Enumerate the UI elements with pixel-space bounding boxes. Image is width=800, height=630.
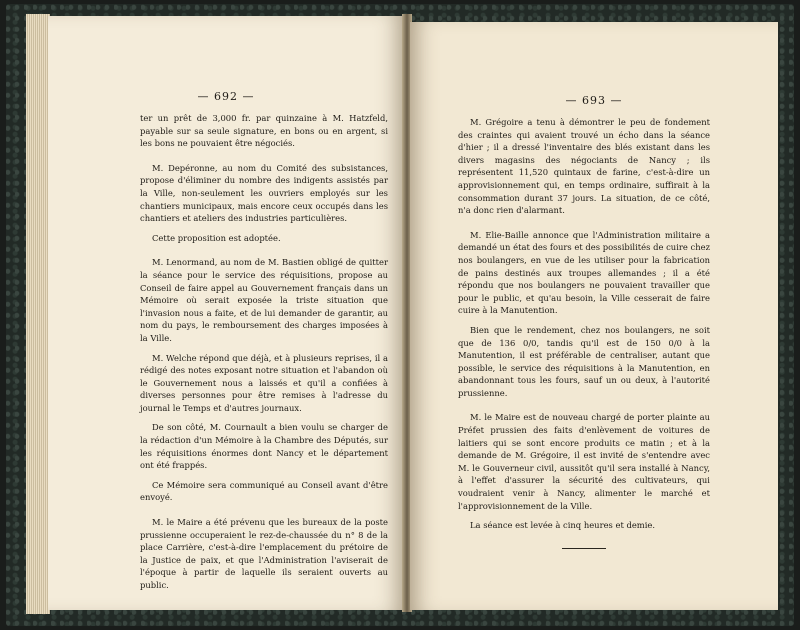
paragraph: ter un prêt de 3,000 fr. par quinzaine à M. Hatzfeld, payable sur sa seule signature, en bons ou en argent, si les bons ne pouvaient être négociés. xyxy=(140,113,388,149)
right-page xyxy=(410,22,778,610)
left-page-text xyxy=(140,112,388,599)
left-page xyxy=(48,16,404,610)
page-number-left: — 692 — xyxy=(197,90,255,103)
paragraph: M. le Maire a été prévenu que les bureaux de la poste prussienne occuperaient le rez-de-chaussée du n° 8 de la place Carrière, c'est-à-dire l'emplacement du prétoire de la Justice de paix, et que l'Administration l'aviserait de l'époque à partir de laquelle ils seraient ouverts au public. xyxy=(140,517,388,590)
page-edges xyxy=(26,14,50,614)
page-number-right: — 693 — xyxy=(565,94,623,107)
end-rule xyxy=(562,548,606,549)
paragraph: M. Depéronne, au nom du Comité des subsistances, propose d'éliminer du nombre des indigents assistés par la Ville, non-seulement les ouvriers employés sur les chantiers municipaux, mais encore ceux occupés dans les chantiers et ateliers des industries particulières. xyxy=(140,162,388,224)
paragraph: Bien que le rendement, chez nos boulangers, ne soit que de 136 0/0, tandis qu'il est de 150 0/0 à la Manutention, il est préférable de centraliser, autant que possible, le service des réquisitions à la Manutention, en abandonnant tous les fours, sauf un ou deux, à l'autorité prussienne. xyxy=(458,324,710,398)
paragraph: Ce Mémoire sera communiqué au Conseil avant d'être envoyé. xyxy=(140,479,388,503)
paragraph: M. Elie-Baille annonce que l'Administration militaire a demandé un état des fours et des possibilités de cuire chez nos boulangers, en vue de les utiliser pour la fabrication de pains destinés aux troupes allemandes ; il a été répondu que nos boulangers ne pouvaient travailler que pour le public, et qu'au besoin, la Ville cesserait de faire cuire à la Manutention. xyxy=(458,229,710,316)
right-page-text xyxy=(458,116,710,549)
paragraph: La séance est levée à cinq heures et demie. xyxy=(470,520,656,531)
paragraph: M. Welche répond que déjà, et à plusieurs reprises, il a rédigé des notes exposant notre situation et l'abandon où le Gouvernement nous a laissés et qu'il a confiées à diverses personnes pour être remises à l'adresse du journal le Temps et d'autres journaux. xyxy=(140,352,388,413)
paragraph: De son côté, M. Cournault a bien voulu se charger de la rédaction d'un Mémoire à la Chambre des Députés, sur les réquisitions énormes dont Nancy et le département ont été frappés. xyxy=(140,422,388,471)
paragraph: Cette proposition est adoptée. xyxy=(152,232,281,243)
paragraph: M. Grégoire a tenu à démontrer le peu de fondement des craintes qui avaient trouvé un écho dans la séance d'hier ; il a dressé l'inventaire des blés existant dans les divers magasins des négociants de Nancy ; ils représentent 11,520 quintaux de farine, c'est-à-dire un approvisionnement qui, en temps ordinaire, suffirait à la consommation durant 37 jours. La situation, de ce côté, n'a donc rien d'alarmant. xyxy=(458,117,710,216)
paragraph: M. Lenormand, au nom de M. Bastien obligé de quitter la séance pour le service des réquisitions, propose au Conseil de faire appel au Gouvernement français dans un Mémoire où serait exposée la triste situation que l'invasion nous a faite, et de lui demander de garantir, au nom du pays, le remboursement des charges imposées à la Ville. xyxy=(140,257,388,343)
paragraph: M. le Maire est de nouveau chargé de porter plainte au Préfet prussien des faits d'enlèvement de voitures de laitiers qui se sont encore produits ce matin ; et à la demande de M. Grégoire, il est invité de s'entendre avec M. le Gouverneur civil, aussitôt qu'il sera installé à Nancy, à l'effet d'assurer la sécurité des cultivateurs, qui voudraient venir à Nancy, alimenter le marché et l'approvisionnement de la Ville. xyxy=(458,412,710,511)
